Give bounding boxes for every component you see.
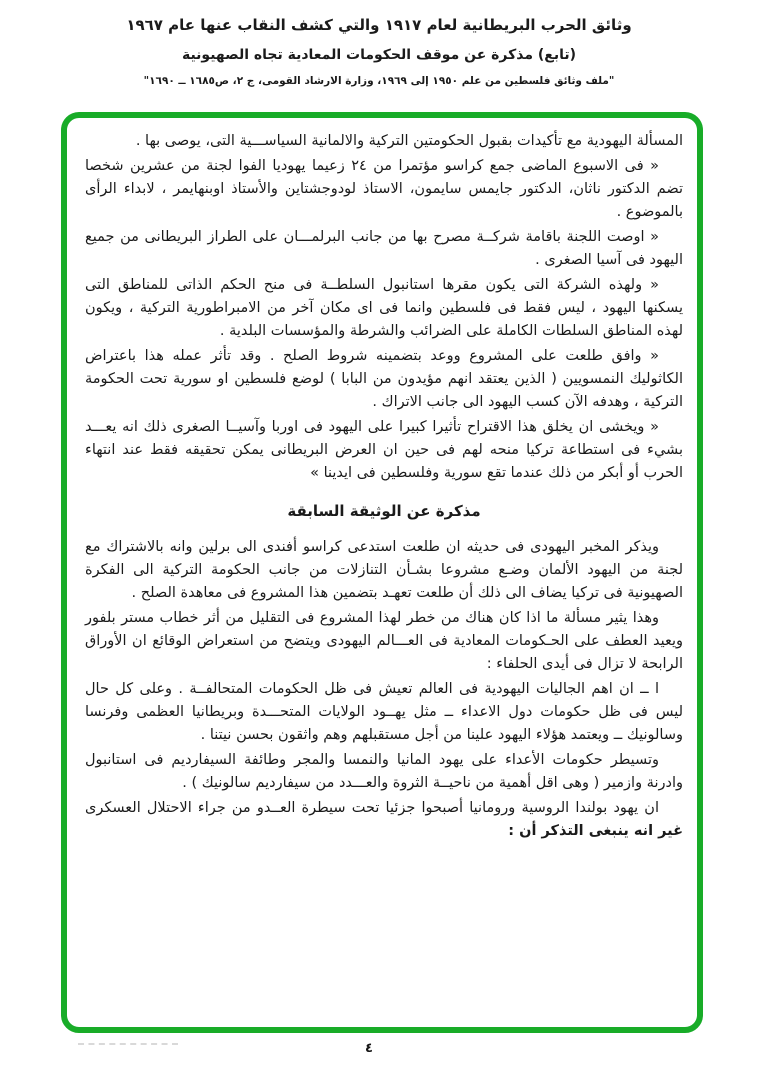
green-border-frame [61,112,703,1033]
memo-paragraph-2: وهذا يثير مسألة ما اذا كان هناك من خطر لهذا المشروع فى التقليل من أثر خطاب مستر بلفور ويعيد العطف على الحـكومات المعادية فى العـــالم اليهودى ويتضح من استعراض الوقائع ان الأوراق الرابحة لا تزال فى أيدى الحلفاء : [85,610,683,672]
quoted-paragraph-3: « ولهذه الشركة التى يكون مقرها استانبول السلطــة فى منح الحكم الذاتى للمناطق التى يسكنها اليهود ، ليس فقط فى فلسطين وانما فى اى مكان آخر من الامبراطورية التركية ، ويكون لهذه المناطق السلطات الكاملة على الضرائب والشرطة والمؤسسات البلدية . [85,277,683,339]
page-number: ٤ [365,1041,373,1056]
document-subtitle: (تابع) مذكرة عن موقف الحكومات المعادية تجاه الصهيونية [181,47,577,63]
quoted-paragraph-5: « ويخشى ان يخلق هذا الاقتراح تأثيرا كبيرا على اليهود فى اوربا وآسيــا الصغرى ذلك انه يعـــد بشيء فى استطاعة تركيا منحه لهم فى حين ان العرض البريطانى يمكن تحقيقه فقط عند انتهاء الحرب أو أبكر من ذلك عندما تقع سورية وفلسطين فى ايدينا » [85,419,683,481]
document-header [0,16,758,87]
memo-list-item-1: ا ــ ان اهم الجاليات اليهودية فى العالم تعيش فى ظل الحكومات المتحالفــة . وعلى كل حال ليس فى ظل حكومات دول الاعداء ــ مثل يهــود الولايات المتحـــدة وبريطانيا العظمى وفرنسا وسالونيك ــ ويعتمد هؤلاء اليهود علينا من أجل مستقبلهم وهم واثقون بحسن نيتنا . [85,681,683,743]
memo-paragraph-3: وتسيطر حكومات الأعداء على يهود المانيا والنمسا والمجر وطائفة السيفارديم فى استانبول وادرنة وازمير ( وهى اقل أهمية من ناحيــة الثروة والعـــدد من سيفارديم سالونيك ) . [85,752,683,791]
memo-final-text: ان يهود بولندا الروسية ورومانيا أصبحوا جزئيا تحت سيطرة العــدو من جراء الاحتلال العسكرى [85,800,659,816]
section-heading: مذكرة عن الوثيقة السابقة [287,502,481,520]
document-title: وثائق الحرب البريطانية لعام ١٩١٧ والتي كشف النقاب عنها عام ١٩٦٧ [126,16,632,34]
source-citation: "ملف وثائق فلسطين من علم ١٩٥٠ إلى ١٩٦٩، وزارة الارشاد القومى، ج ٢، ص١٦٨٥ ــ ١٦٩٠" [143,75,615,87]
memo-final-bold-text: غير انه ينبغى التذكر أن : [508,823,683,839]
memo-paragraph-final [85,797,683,843]
document-body [67,118,697,1027]
memo-paragraph-1: ويذكر المخبر اليهودى فى حديثه ان طلعت استدعى كراسو أفندى الى برلين وانه بالاشتراك مع لجنة من اليهود الألمان وضـع مشروعا بشـأن التنازلات من جانب الحكومة التركية الى الفكرة الصهيونية فى تركيا يضاف الى ذلك أن طلعت تعهـد بتضمين هذا المشروع فى معاهدة الصلح . [85,539,683,601]
quoted-paragraph-4: « وافق طلعت على المشروع ووعد بتضمينه شروط الصلح . وقد تأثر عمله هذا باعتراض الكاثوليك النمسويين ( الذين يعتقد انهم مؤيدون من البابا ) لوضع فلسطين او سورية تحت الحكومة التركية ، وهدفه الآن كسب اليهود الى جانب الاتراك . [85,348,683,410]
quoted-paragraph-1: « فى الاسبوع الماضى جمع كراسو مؤتمرا من ٢٤ زعيما يهوديا الفوا لجنة من عشرين شخصا تضم الدكتور ناثان، الدكتور جايمس سايمون، الاستاذ لودوجشتاين والأستاذ اوبنهايمر ، لابداء الرأى بالموضوع . [85,158,683,220]
paragraph-continuation: المسألة اليهودية مع تأكيدات بقبول الحكومتين التركية والالمانية السياســـية التى، يوصى بها . [135,133,683,149]
quoted-paragraph-2: « اوصت اللجنة باقامة شركــة مصرح بها من جانب البرلمـــان على الطراز البريطانى من جميع اليهود فى آسيا الصغرى . [85,229,683,268]
